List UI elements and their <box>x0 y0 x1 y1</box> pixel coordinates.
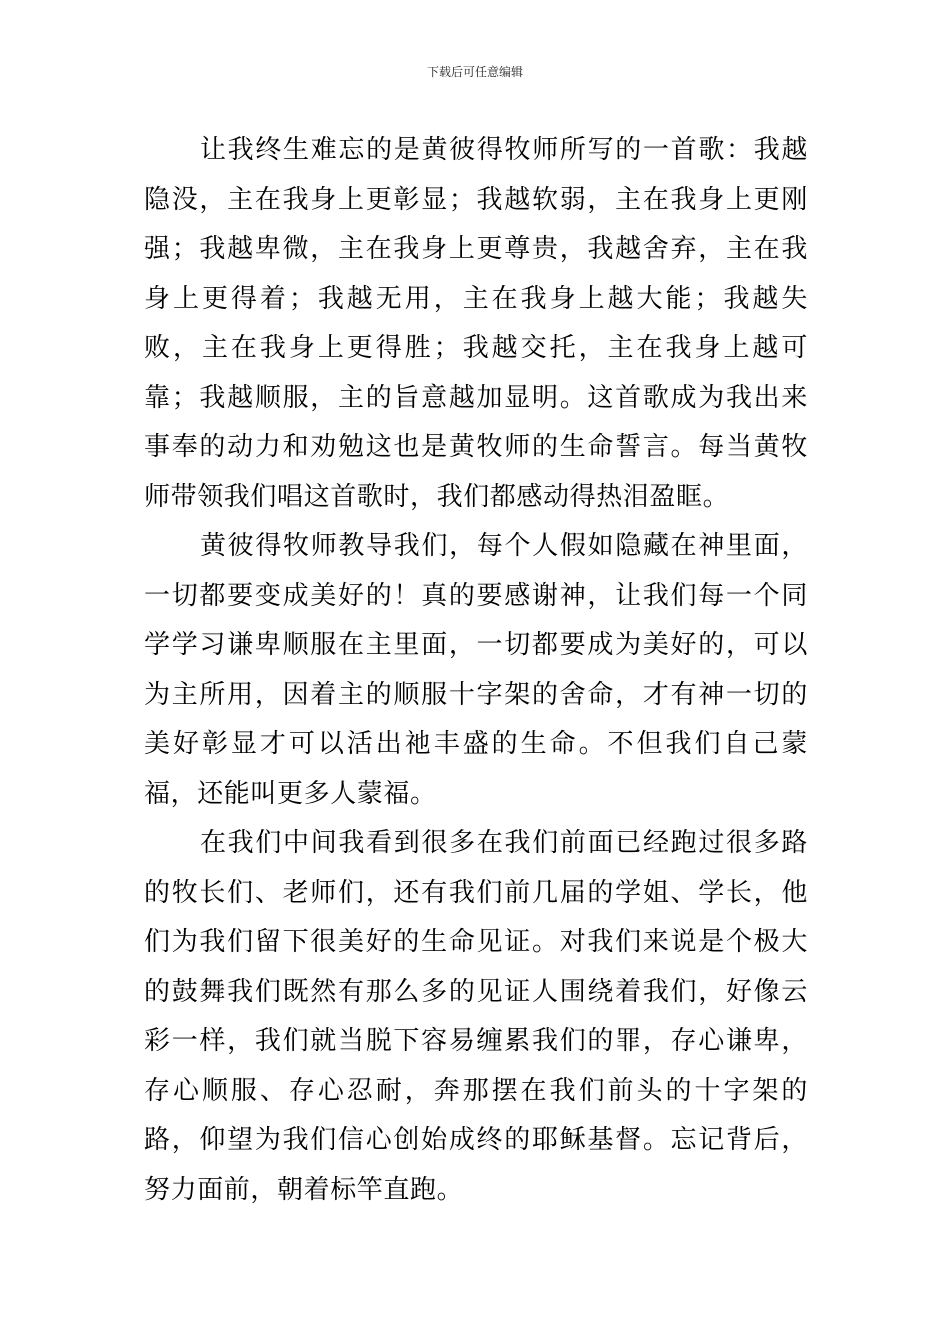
header-note: 下载后可任意编辑 <box>426 65 523 79</box>
paragraph-2: 黄彼得牧师教导我们，每个人假如隐藏在神里面，一切都要变成美好的！真的要感谢神，让我们每一个同学学习谦卑顺服在主里面，一切都要成为美好的，可以为主所用，因着主的顺服十字架的舍命，才有神一切的美好彰显才可以活出祂丰盛的生命。不但我们自己蒙福，还能叫更多人蒙福。 <box>144 531 808 809</box>
document-body <box>144 126 808 1215</box>
paragraph-1: 让我终生难忘的是黄彼得牧师所写的一首歌：我越隐没，主在我身上更彰显；我越软弱，主在我身上更刚强；我越卑微，主在我身上更尊贵，我越舍弃，主在我身上更得着；我越无用，主在我身上越大能；我越失败，主在我身上更得胜；我越交托，主在我身上越可靠；我越顺服，主的旨意越加显明。这首歌成为我出来事奉的动力和劝勉这也是黄牧师的生命誓言。每当黄牧师带领我们唱这首歌时，我们都感动得热泪盈眶。 <box>144 135 808 512</box>
paragraph-3: 在我们中间我看到很多在我们前面已经跑过很多路的牧长们、老师们，还有我们前几届的学姐、学长，他们为我们留下很美好的生命见证。对我们来说是个极大的鼓舞我们既然有那么多的见证人围绕着我们，好像云彩一样，我们就当脱下容易缠累我们的罪，存心谦卑，存心顺服、存心忍耐，奔那摆在我们前头的十字架的路，仰望为我们信心创始成终的耶稣基督。忘记背后，努力面前，朝着标竿直跑。 <box>144 828 808 1205</box>
